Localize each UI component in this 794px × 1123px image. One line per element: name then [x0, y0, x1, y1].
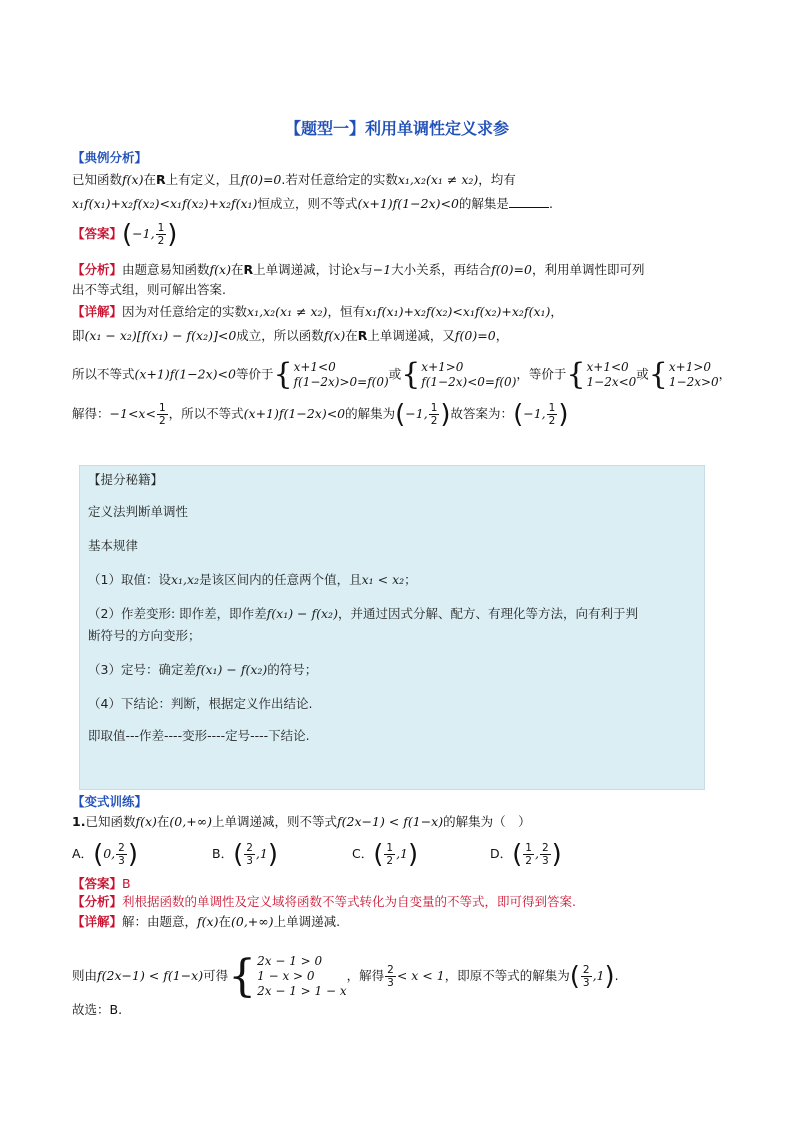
- text: .: [614, 968, 619, 983]
- math-R: R: [155, 172, 166, 187]
- text: .: [548, 196, 553, 211]
- practice-solution: 则由f(2x−1) < f(1−x)可得 { 2x − 1 > 0 1 − x > 0 2x − 1 > 1 − x ，解得 $\frac{2}{3}$ < x < 1，即原不等式的解集为( $\frac{2}{3}$ ,1).: [72, 950, 619, 1002]
- text: 或: [388, 366, 402, 382]
- text: 在: [345, 328, 358, 343]
- text: 在: [143, 172, 156, 187]
- text: 大小关系，再结合: [391, 262, 492, 277]
- option-c[interactable]: C．( $\frac{1}{2}$ ,1): [352, 839, 419, 870]
- answer-line: 【答案】(−1, $\frac{1}{2}$ ): [72, 219, 178, 250]
- answer-blank: [509, 195, 549, 208]
- text: 解得：: [72, 406, 110, 421]
- text: 上单调递减，又: [367, 328, 455, 343]
- fraction: $\frac{1}{2}$: [157, 222, 165, 247]
- option-b[interactable]: B．( $\frac{2}{3}$ ,1): [212, 839, 279, 870]
- math: f(0)=0: [491, 262, 532, 277]
- text: ，: [718, 366, 732, 382]
- tips-box: [79, 465, 705, 790]
- math-x1x2: x₁,x₂: [397, 172, 426, 187]
- text: 成立，所以函数: [236, 328, 324, 343]
- text: 与: [360, 262, 373, 277]
- math-f0: f(0)=0: [240, 172, 282, 187]
- math: < x < 1: [396, 968, 445, 983]
- question-line-2: [72, 194, 732, 214]
- text: 上单调递减.: [273, 914, 341, 929]
- text: 的解集为（ ）: [443, 814, 531, 829]
- detail-line-4: 解得：−1<x< $\frac{1}{2}$ ，所以不等式(x+1)f(1−2x)<0的解集为(−1, $\frac{1}{2}$ )故答案为：(−1, $\frac{1}{2}$ ): [72, 399, 569, 430]
- practice-answer: [72, 874, 732, 894]
- fraction: $\frac{1}{2}$: [430, 402, 438, 427]
- question-line-1: [72, 170, 732, 190]
- text: 的解集为: [345, 406, 396, 421]
- analysis-tag: 【分析】: [72, 262, 123, 277]
- math: −1<x<: [109, 406, 156, 421]
- option-a[interactable]: A．(0, $\frac{2}{3}$ ): [72, 839, 138, 870]
- text: 已知函数: [72, 172, 123, 187]
- tips-line: （2）作差变形: 即作差，即作差f(x₁) − f(x₂)，并通过因式分解、配方、有理化等方法，向有利于判: [88, 606, 638, 621]
- math: f(x): [135, 814, 157, 829]
- math: f(2x−1) < f(1−x): [97, 968, 204, 983]
- text: ，均有: [478, 172, 516, 187]
- text: 故答案为：: [450, 406, 514, 421]
- math: (x₁ ≠ x₂): [275, 304, 328, 319]
- system: { x+1>0 1−2x>0: [648, 357, 719, 392]
- analysis-text: 利根据函数的单调性及定义域将函数不等式转化为自变量的不等式，即可得到答案.: [122, 894, 576, 909]
- fraction: $\frac{2}{3}$: [387, 964, 394, 989]
- options-row: [72, 839, 732, 870]
- text: 则由: [72, 968, 98, 983]
- math-ineq: x₁f(x₁)+x₂f(x₂)<x₁f(x₂)+x₂f(x₁): [72, 196, 258, 211]
- detail-line-1: [72, 302, 732, 322]
- text: 解：由题意，: [122, 914, 198, 929]
- math: (0,+∞): [169, 814, 212, 829]
- fraction: $\frac{2}{3}$: [582, 964, 590, 989]
- text: 已知函数: [85, 814, 136, 829]
- text: ，所以不等式: [168, 406, 244, 421]
- fraction: $\frac{1}{2}$: [158, 402, 166, 427]
- math: −1,: [405, 406, 428, 421]
- text: 可得: [203, 968, 229, 983]
- math: x₁,x₂: [247, 304, 276, 319]
- text: 恒成立，则不等式: [257, 196, 358, 211]
- math: f(0)=0: [454, 328, 496, 343]
- math: (x₁ − x₂)[f(x₁) − f(x₂)]<0: [84, 328, 237, 343]
- text: ，恒有: [327, 304, 365, 319]
- math: ,1: [592, 968, 605, 983]
- system: { x+1>0 f(1−2x)<0=f(0): [401, 357, 517, 392]
- tips-line: （3）定号：确定差f(x₁) − f(x₂)的符号；: [88, 662, 318, 677]
- tips-line: 定义法判断单调性: [88, 504, 189, 519]
- answer-tag: 【答案】: [72, 876, 123, 891]
- math-R: R: [357, 328, 368, 343]
- text: 等价于: [235, 366, 274, 382]
- math: (x+1)f(1−2x)<0: [243, 406, 346, 421]
- answer-tag: 【答案】: [72, 226, 123, 241]
- math-cond: (x₁ ≠ x₂): [425, 172, 479, 187]
- text: ，利用单调性即可列: [531, 262, 645, 277]
- text: 由题意易知函数: [122, 262, 210, 277]
- text: 上有定义，且: [165, 172, 241, 187]
- tips-line: 即取值---作差----变形----定号----下结论.: [88, 728, 310, 743]
- analysis-line-1: [72, 260, 732, 280]
- text: 因为对任意给定的实数: [122, 304, 248, 319]
- detail-line-3: [72, 357, 732, 392]
- text: 所以不等式: [72, 366, 135, 382]
- practice-analysis: [72, 892, 732, 912]
- detail-tag: 【详解】: [72, 304, 123, 319]
- tips-line: 基本规律: [88, 538, 139, 553]
- tips-heading: 【提分秘籍】: [88, 472, 164, 487]
- text: 在: [218, 914, 231, 929]
- math-ineq: (x+1)f(1−2x)<0: [357, 196, 459, 211]
- text: 的解集是: [458, 196, 509, 211]
- math: (0,+∞): [230, 914, 274, 929]
- math: (x+1)f(1−2x)<0: [134, 366, 236, 382]
- detail-line-2: [72, 326, 732, 346]
- math-R: R: [243, 262, 254, 277]
- analysis-line-2: 出不等式组，则可解出答案.: [72, 282, 226, 297]
- text: 上单调递减，则不等式: [212, 814, 338, 829]
- text: 在: [156, 814, 170, 829]
- math-fx: f(x): [122, 172, 144, 187]
- math: x₁f(x₁)+x₂f(x₂)<x₁f(x₂)+x₂f(x₁): [364, 304, 551, 319]
- text: ，等价于: [516, 366, 567, 382]
- section-title: 【题型一】利用单调性定义求参: [284, 119, 509, 138]
- math: −1,: [523, 406, 546, 421]
- math: −1: [372, 262, 392, 277]
- text: .若对任意给定的实数: [281, 172, 398, 187]
- fraction: $\frac{1}{2}$: [548, 402, 556, 427]
- tips-line: （1）取值：设x₁,x₂是该区间内的任意两个值，且x₁ < x₂；: [88, 572, 417, 587]
- practice-heading: 【变式训练】: [72, 794, 148, 809]
- text: 在: [230, 262, 244, 277]
- text: ，解得: [346, 968, 385, 983]
- analysis-tag: 【分析】: [72, 894, 123, 909]
- answer-value: B: [122, 876, 131, 891]
- text: ，即原不等式的解集为: [444, 968, 570, 983]
- tips-line: （4）下结论：判断，根据定义作出结论.: [88, 696, 313, 711]
- text: ，: [495, 328, 509, 343]
- math: f(x): [323, 328, 346, 343]
- detail-tag: 【详解】: [72, 914, 123, 929]
- question-number: 1.: [72, 814, 86, 829]
- example-heading: 【典例分析】: [72, 150, 148, 165]
- tips-line: 断符号的方向变形；: [88, 628, 201, 643]
- math: f(x): [209, 262, 231, 277]
- practice-question: [72, 812, 732, 832]
- practice-final: 故选：B.: [72, 1002, 123, 1017]
- practice-detail: [72, 912, 732, 932]
- text: 即: [72, 328, 85, 343]
- math: f(2x−1) < f(1−x): [337, 814, 444, 829]
- math: −1,: [132, 226, 155, 241]
- text: ，: [550, 304, 563, 319]
- text: 上单调递减，讨论: [253, 262, 354, 277]
- option-d[interactable]: D．( $\frac{1}{2}$ , $\frac{2}{3}$ ): [490, 839, 562, 870]
- text: 或: [636, 366, 649, 382]
- system: { x+1<0 1−2x<0: [566, 357, 637, 392]
- math: f(x): [197, 914, 219, 929]
- math: x: [353, 262, 361, 277]
- system: { x+1<0 f(1−2x)>0=f(0): [273, 357, 389, 392]
- system: { 2x − 1 > 0 1 − x > 0 2x − 1 > 1 − x: [228, 950, 347, 1002]
